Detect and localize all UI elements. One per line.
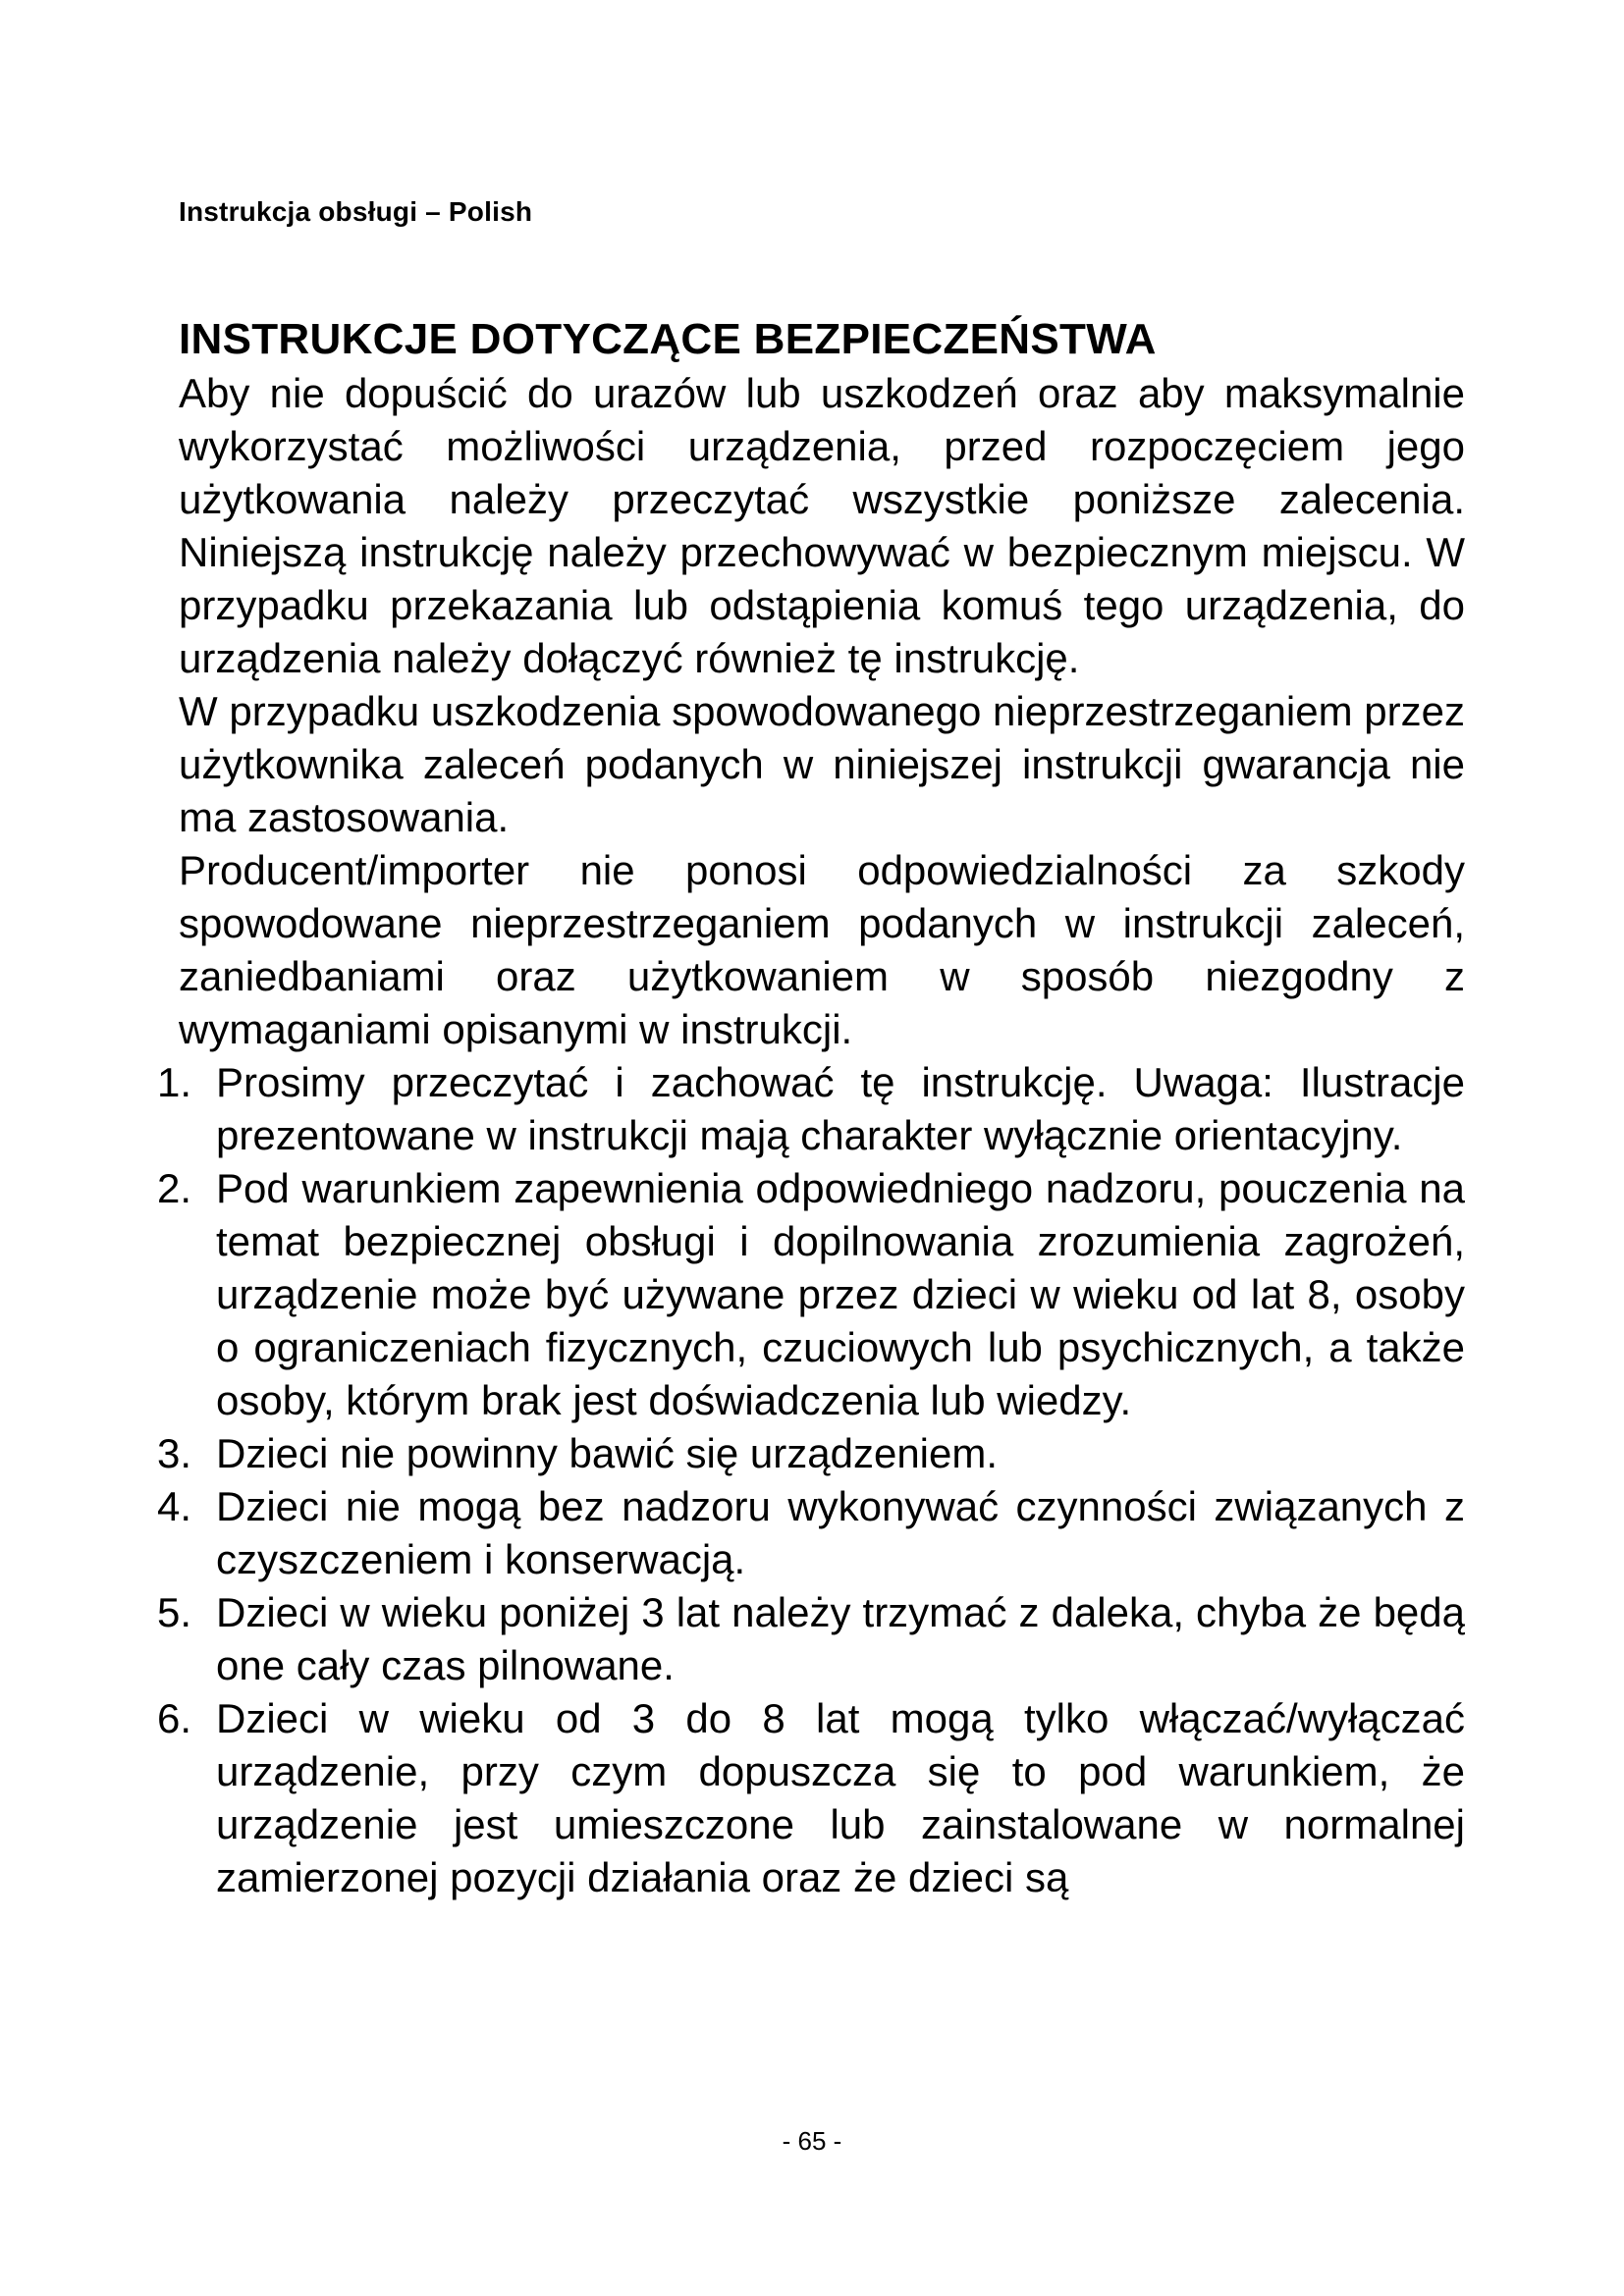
intro-paragraph: Aby nie dopuścić do urazów lub uszkodzeń oraz aby maksymalnie wykorzystać możliwości urządzenia, przed rozpoczęciem jego użytkowania należy przeczytać wszystkie poniższe zalecenia. Niniejszą instrukcję należy przechowywać w bezpiecznym miejscu. W przypadku przekazania lub odstąpienia komuś tego urządzenia, do urządzenia należy dołączyć również tę instrukcję. [179,370,1465,681]
safety-section [157,312,1465,1904]
list-item-text: Pod warunkiem zapewnienia odpowiedniego nadzoru, pouczenia na temat bezpiecznej obsługi i dopilnowania zrozumienia zagrożeń, urządzenie może być używane przez dzieci w wieku od lat 8, osoby o ograniczeniach fizycznych, czuciowych lub psychicznych, a także osoby, którym brak jest doświadczenia lub wiedzy. [216,1165,1465,1423]
list-item-number: 5. [157,1589,192,1635]
list-item-number: 6. [157,1695,192,1741]
running-header: Instrukcja obsługi – Polish [179,196,533,227]
warranty-paragraph: W przypadku uszkodzenia spowodowanego nieprzestrzeganiem przez użytkownika zaleceń podanych w niniejszej instrukcji gwarancja nie ma zastosowania. [179,688,1465,840]
section-title: INSTRUKCJE DOTYCZĄCE BEZPIECZEŃSTWA [179,315,1157,363]
list-item-text: Dzieci nie mogą bez nadzoru wykonywać czynności związanych z czyszczeniem i konserwacją. [216,1483,1465,1582]
list-item-text: Prosimy przeczytać i zachować tę instrukcję. Uwaga: Ilustracje prezentowane w instrukcji mają charakter wyłącznie orientacyjny. [216,1059,1465,1158]
list-item-number: 1. [157,1059,192,1105]
list-item-number: 2. [157,1165,192,1211]
list-item [159,1692,1465,1904]
liability-paragraph: Producent/importer nie ponosi odpowiedzialności za szkody spowodowane nieprzestrzeganiem podanych w instrukcji zaleceń, zaniedbaniami oraz użytkowaniem w sposób niezgodny z wymaganiami opisanymi w instrukcji. [179,847,1465,1052]
list-item [159,1056,1465,1162]
safety-list [157,1056,1465,1904]
list-item [159,1480,1465,1586]
list-item-number: 4. [157,1483,192,1529]
list-item [159,1586,1465,1692]
page-number: - 65 - [782,2126,842,2156]
list-item-text: Dzieci nie powinny bawić się urządzeniem. [216,1430,999,1476]
list-item-text: Dzieci w wieku od 3 do 8 lat mogą tylko włączać/wyłączać urządzenie, przy czym dopuszcza się to pod warunkiem, że urządzenie jest umieszczone lub zainstalowane w normalnej zamierzonej pozycji działania oraz że dzieci są [216,1695,1465,1900]
list-item [159,1162,1465,1427]
list-item-text: Dzieci w wieku poniżej 3 lat należy trzymać z daleka, chyba że będą one cały czas pilnowane. [216,1589,1465,1688]
list-item-number: 3. [157,1430,192,1476]
list-item [159,1427,1465,1480]
